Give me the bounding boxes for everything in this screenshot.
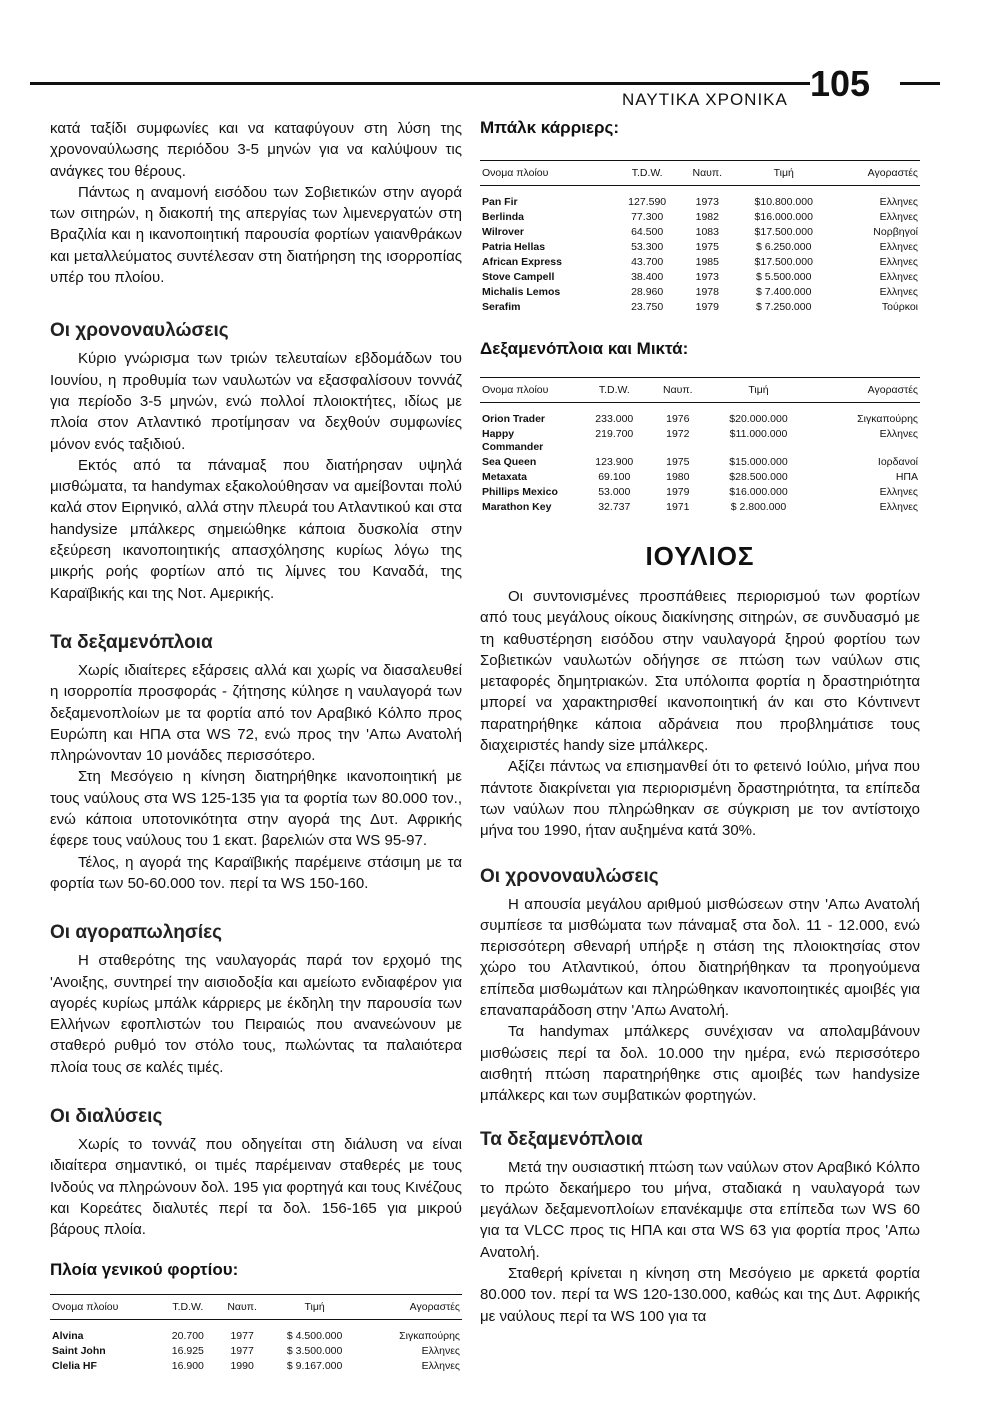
- col-header: Τιμή: [268, 1295, 361, 1320]
- tdw: 77.300: [631, 211, 664, 223]
- price: $17.500.000: [754, 226, 813, 238]
- built-year: 1982: [695, 211, 719, 223]
- built-year: 1990: [230, 1360, 254, 1373]
- table-row: [480, 485, 920, 500]
- table-row: [480, 270, 920, 285]
- table-row: [480, 240, 920, 255]
- tdw: 28.960: [631, 286, 664, 298]
- price: $16.000.000: [754, 211, 813, 223]
- tdw: 32.737: [598, 501, 631, 513]
- body-paragraph: Στη Μεσόγειο η κίνηση διατηρήθηκε ικανοποιητική με τους ναύλους στα WS 125-135 για τα φορτία των 80.000 τον., ενώ κάποια υποτονικότητα στην αγορά της Δυτ. Αφρικής έφερε τους ναύλους του 1 εκατ. βαρελιών στα WS 95-97.: [50, 768, 462, 850]
- buyers: Ελληνες: [879, 486, 918, 498]
- price: $ 3.500.000: [286, 1345, 343, 1358]
- ship-name: Sea Queen: [482, 456, 537, 468]
- ship-name: Happy Commander: [482, 428, 544, 453]
- price: $11.000.000: [729, 428, 788, 440]
- ship-name: Metaxata: [482, 471, 527, 483]
- buyers: Ιορδανοί: [877, 456, 918, 468]
- built-year: 1979: [666, 486, 690, 498]
- tdw: 53.000: [598, 486, 631, 498]
- section-heading-demolition: Οι διαλύσεις: [50, 1105, 163, 1127]
- ship-name: African Express: [482, 256, 562, 268]
- body-paragraph: Χωρίς το τοννάζ που οδηγείται στη διάλυση να είναι ιδιαίτερα σημαντικό, οι τιμές παρέμειναν σταθερές με τους Ινδούς να πληρώνουν δολ. 195 για φορτηγά και τους Κινέζους και Κορεάτες διαλυτές περί τα δολ. 156-165 για μικρού βάρους πλοία.: [50, 1135, 462, 1239]
- buyers: Ελληνες: [879, 286, 918, 298]
- bulk-carriers-table: [480, 160, 920, 315]
- intro-paragraph: κατά ταξίδι συμφωνίες και να καταφύγουν στη λύση της χρονοναύλωσης περιόδου 3-5 μηνών για να καλύψουν τις ανάγκες του θέρους.: [50, 120, 462, 180]
- buyers: Σιγκαπούρης: [857, 413, 918, 425]
- price: $ 6.250.000: [755, 241, 812, 253]
- buyers: Τούρκοι: [881, 301, 918, 313]
- ship-name: Pan Fir: [482, 196, 518, 208]
- body-paragraph: Κύριο γνώρισμα των τριών τελευταίων εβδομάδων του Ιουνίου, η προθυμία των ναυλωτών να εξασφαλίσουν τοννάζ για περίοδο 3-5 μηνών, ενώ πολλοί πλοιοκτήτες, ιδίως με πλοία στον Ατλαντικό προτίμησαν να δεχθούν συμφωνίες μόνον ενός ταξιδιού.: [50, 350, 462, 453]
- price: $16.000.000: [729, 486, 788, 498]
- col-header: Ονομα πλοίου: [480, 161, 614, 186]
- month-title-july: ΙΟΥΛΙΟΣ: [645, 541, 755, 571]
- built-year: 1976: [666, 413, 690, 425]
- table-row: [480, 455, 920, 470]
- body-paragraph: Η σταθερότης της ναυλαγοράς παρά τον ερχομό της 'Ανοιξης, συντηρεί την αισιοδοξία και αμείωτο ενδιαφέρον για αγορές κυρίως μπάλκ κάρριερς με έκδηλη την παρουσία των Ελλήνων εφοπλιστών του Πειραιώς που ανανεώνουν με σταθερό ρυθμό τον στόλο τους, πωλώντας τα παλαιότερα πλοία τους σε καλές τιμές.: [50, 952, 462, 1076]
- section-heading-tankers: Τα δεξαμενόπλοια: [50, 631, 213, 653]
- built-year: 1975: [695, 241, 719, 253]
- col-header: Αγοραστές: [361, 1295, 462, 1320]
- buyers: Ελληνες: [879, 256, 918, 268]
- tdw: 219.700: [595, 428, 634, 440]
- price: $ 5.500.000: [755, 271, 812, 283]
- ship-name: Michalis Lemos: [482, 286, 561, 298]
- ship-name: Berlinda: [482, 211, 525, 223]
- buyers: Ελληνες: [879, 501, 918, 513]
- built-year: 1083: [695, 226, 719, 238]
- built-year: 1973: [695, 271, 719, 283]
- table-title-bulk-carriers: Μπάλκ κάρριερς:: [480, 118, 620, 137]
- ship-name: Patria Hellas: [482, 241, 546, 253]
- table-row: [480, 300, 920, 315]
- right-column: [480, 118, 920, 1327]
- col-header: Αγοραστές: [811, 378, 920, 403]
- buyers: ΗΠΑ: [895, 471, 918, 483]
- ship-name: Marathon Key: [482, 501, 552, 513]
- table-row: [480, 470, 920, 485]
- price: $ 4.500.000: [286, 1330, 343, 1343]
- body-paragraph: Εκτός από τα πάναμαξ που διατήρησαν υψηλά μισθώματα, τα handymax εξακολούθησαν να αμείβονται πολύ καλά στον Ειρηνικό, αλλά στην πλευρά του Ατλαντικού και στα handysize μπάλκερς σημειώθηκε κάποια δυσκολία στην εξεύρεση ικανοποιητικής απασχόλησης κυρίως λόγω της μικρής ροής φορτίων από τις λίμνες του Καναδά, της Καραϊβικής και της Νοτ. Αμερικής.: [50, 456, 462, 602]
- ship-name: Saint John: [52, 1345, 106, 1358]
- table-title-tankers: Δεξαμενόπλοια και Μικτά:: [480, 339, 689, 358]
- tdw: 123.900: [595, 456, 634, 468]
- tdw: 233.000: [595, 413, 634, 425]
- tdw: 20.700: [171, 1330, 204, 1343]
- built-year: 1977: [230, 1345, 254, 1358]
- section-heading-sales: Οι αγοραπωλησίες: [50, 922, 223, 944]
- buyers: Ελληνες: [879, 241, 918, 253]
- top-rule: [30, 82, 810, 85]
- price: $ 7.400.000: [755, 286, 812, 298]
- page-number: 105: [810, 63, 871, 104]
- table-row: [480, 186, 920, 211]
- table-row: [480, 285, 920, 300]
- ship-name: Clelia HF: [52, 1360, 97, 1373]
- table-row: [480, 427, 920, 455]
- general-cargo-table: [50, 1294, 462, 1374]
- table-row: [50, 1359, 462, 1374]
- built-year: 1972: [666, 428, 690, 440]
- buyers: Ελληνες: [879, 271, 918, 283]
- built-year: 1977: [230, 1330, 254, 1343]
- section-heading-time-charters: Οι χρονοναυλώσεις: [50, 320, 229, 342]
- built-year: 1985: [695, 256, 719, 268]
- body-paragraph: Χωρίς ιδιαίτερες εξάρσεις αλλά και χωρίς να διασαλευθεί η ισορροπία προσφοράς - ζήτησης κύλησε η ναυλαγορά των δεξαμενοπλοίων με τα φορτία από τον Αραβικό Κόλπο προς Ευρώπη και ΗΠΑ στα WS 72, ενώ προς την 'Απω Ανατολή πληρώνονταν 10 μονάδες περισσότερο.: [50, 661, 462, 765]
- col-header: Ονομα πλοίου: [480, 378, 579, 403]
- col-header: Ονομα πλοίου: [50, 1295, 160, 1320]
- buyers: Ελληνες: [421, 1360, 460, 1373]
- table-row: [480, 500, 920, 515]
- buyers: Ελληνες: [879, 211, 918, 223]
- section-heading-time-charters-july: Οι χρονοναυλώσεις: [480, 865, 659, 887]
- built-year: 1979: [695, 301, 719, 313]
- body-paragraph: Τέλος, η αγορά της Καραϊβικής παρέμεινε στάσιμη με τα φορτία των 50-60.000 τον. περί τα WS 150-160.: [50, 853, 462, 892]
- ship-name: Phillips Mexico: [482, 486, 558, 498]
- col-header: Τιμή: [706, 378, 811, 403]
- table-row: [480, 225, 920, 240]
- intro-paragraph: Πάντως η αναμονή εισόδου των Σοβιετικών στην αγορά των σιτηρών, η διακοπή της απεργίας των λιμενεργατών στη Βραζιλία και η ικανοποιητική παρουσία φορτίων γαιανθράκων και μεταλλεύματος συντέλεσαν στη διατήρηση της ισορροπίας υπέρ του πλοίου.: [50, 183, 462, 287]
- price: $20.000.000: [729, 413, 788, 425]
- price: $15.000.000: [729, 456, 788, 468]
- ship-name: Stove Campell: [482, 271, 555, 283]
- table-row: [480, 255, 920, 270]
- body-paragraph: Μετά την ουσιαστική πτώση των ναύλων στον Αραβικό Κόλπο το πρώτο δεκαήμερο του μήνα, σταδιακά η ναυλαγορά των μεγάλων δεξαμενοπλοίων επανέκαμψε στα επίπεδα των WS 60 για τα VLCC προς τις ΗΠΑ και στα WS 63 για φορτία προς 'Απω Ανατολή.: [480, 1158, 920, 1261]
- section-heading-tankers-july: Τα δεξαμενόπλοια: [480, 1128, 643, 1150]
- table-row: [50, 1320, 462, 1345]
- col-header: Ναυπ.: [216, 1295, 268, 1320]
- body-paragraph: Η απουσία μεγάλου αριθμού μισθώσεων στην 'Απω Ανατολή συμπίεσε τα μισθώματα των πάναμαξ στα δολ. 11 - 12.000, ενώ περισσότερη σθεναρή υπήρξε η στάση της πλοιοκτησίας στον χώρο του Ατλαντικού, όπου διατηρήθηκαν τα προηγούμενα επίπεδα μισθωμάτων και πληρώθηκαν ικανοποιητικές αμοιβές για επαναπαράδοση στην 'Απω Ανατολή.: [480, 895, 920, 1020]
- tdw: 16.925: [171, 1345, 204, 1358]
- ship-name: Serafim: [482, 301, 521, 313]
- body-paragraph: Αξίζει πάντως να επισημανθεί ότι το φετεινό Ιούλιο, μήνα που πάντοτε διακρίνεται για περιορισμένη δραστηριότητα, τα επίπεδα των ναύλων που πληρώθηκαν σε σύγκριση με τον αντίστοιχο μήνα του 1990, ήταν αυξημένα κατά 30%.: [480, 758, 920, 840]
- ship-name: Wilrover: [482, 226, 524, 238]
- price: $10.800.000: [754, 196, 813, 208]
- magazine-name: ΝΑΥΤΙΚΑ ΧΡΟΝΙΚΑ: [622, 90, 788, 109]
- buyers: Νορβηγοί: [873, 226, 918, 238]
- tankers-table: [480, 377, 920, 515]
- top-rule-right: [900, 82, 940, 85]
- built-year: 1975: [666, 456, 690, 468]
- price: $17.500.000: [754, 256, 813, 268]
- col-header: Ναυπ.: [681, 161, 734, 186]
- table-row: [480, 210, 920, 225]
- buyers: Ελληνες: [421, 1345, 460, 1358]
- price: $ 2.800.000: [730, 501, 787, 513]
- col-header: Αγοραστές: [833, 161, 920, 186]
- tdw: 43.700: [631, 256, 664, 268]
- buyers: Ελληνες: [879, 428, 918, 440]
- tdw: 38.400: [631, 271, 664, 283]
- price: $28.500.000: [729, 471, 788, 483]
- built-year: 1978: [695, 286, 719, 298]
- tdw: 127.590: [628, 196, 667, 208]
- ship-name: Orion Trader: [482, 413, 546, 425]
- table-row: [50, 1344, 462, 1359]
- buyers: Σιγκαπούρης: [399, 1330, 460, 1343]
- built-year: 1973: [695, 196, 719, 208]
- col-header: Τιμή: [734, 161, 833, 186]
- built-year: 1971: [666, 501, 690, 513]
- body-paragraph: Σταθερή κρίνεται η κίνηση στη Μεσόγειο με αρκετά φορτία 80.000 τον. περί τα WS 120-130.000, καθώς και της Δυτ. Αφρικής με ναύλους περί τα WS 100 για τα: [480, 1265, 920, 1325]
- buyers: Ελληνες: [879, 196, 918, 208]
- price: $ 9.167.000: [286, 1360, 343, 1373]
- body-paragraph: Τα handymax μπάλκερς συνέχισαν να απολαμβάνουν μισθώσεις περί τα δολ. 10.000 την ημέρα, ενώ περισσότερο αισθητή πτώση παρατηρήθηκε στις αμοιβές των handysize μπάλκερς και των συμβατικών φορτηγών.: [480, 1023, 920, 1105]
- tdw: 53.300: [631, 241, 664, 253]
- built-year: 1980: [666, 471, 690, 483]
- col-header: T.D.W.: [579, 378, 650, 403]
- tdw: 16.900: [171, 1360, 204, 1373]
- tdw: 69.100: [598, 471, 631, 483]
- table-title-general-cargo: Πλοία γενικού φορτίου:: [50, 1260, 239, 1280]
- left-column: [50, 118, 462, 1374]
- tdw: 23.750: [631, 301, 664, 313]
- col-header: T.D.W.: [160, 1295, 216, 1320]
- col-header: Ναυπ.: [650, 378, 706, 403]
- table-row: [480, 403, 920, 428]
- ship-name: Alvina: [52, 1330, 84, 1343]
- body-paragraph: Οι συντονισμένες προσπάθειες περιορισμού των φορτίων από τους μεγάλους οίκους διακίνησης σιτηρών, σε συνδυασμό με τη καθυστέρηση εισόδου στην ναυλαγορά ξηρού φορτίου των Σοβιετικών ναυλωτών οδήγησε σε πτώση των ναύλων στις μεταφορές δημητριακών. Στα υπόλοιπα φορτία η δραστηριότητα μπορεί να χαρακτηρισθεί ικανοποιητική άν και στο Κόντινεντ παρατηρήθηκε κάποια αδράνεια που προβλημάτισε τους διαχειριστές handy size μπάλκερς.: [480, 588, 920, 755]
- col-header: T.D.W.: [614, 161, 681, 186]
- price: $ 7.250.000: [755, 301, 812, 313]
- tdw: 64.500: [631, 226, 664, 238]
